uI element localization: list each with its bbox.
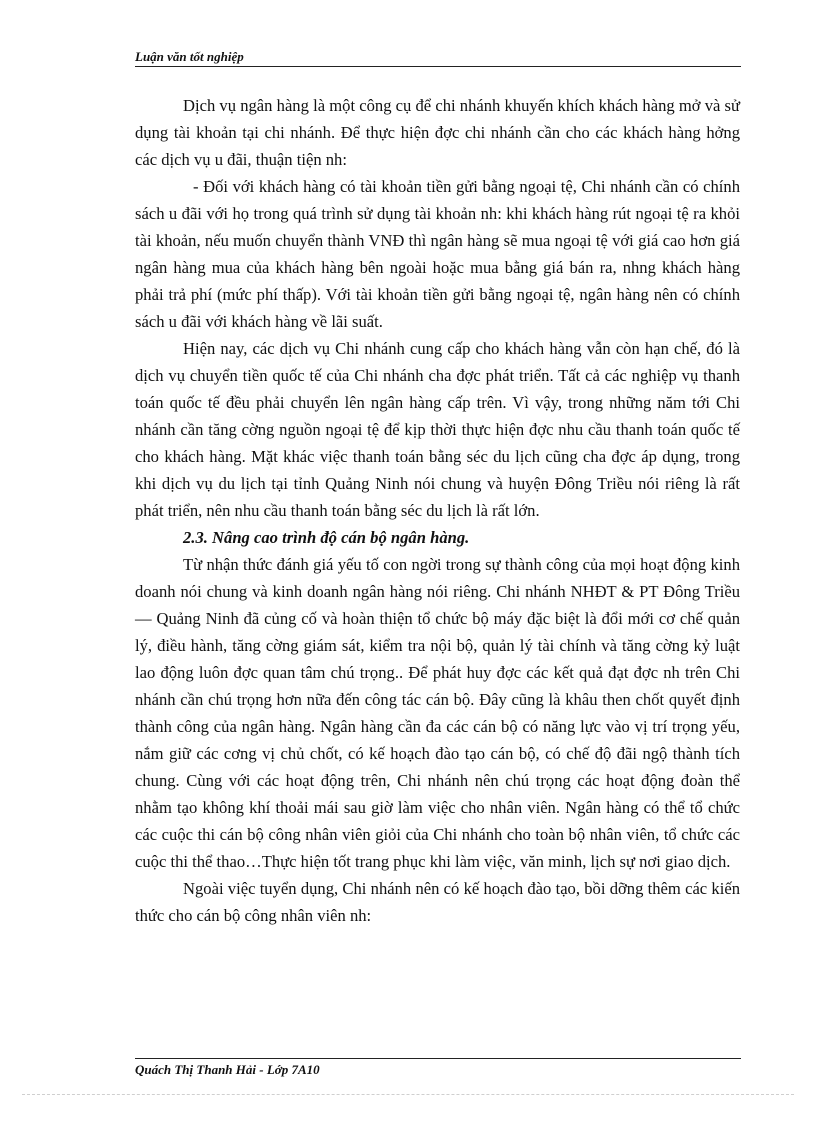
page-footer — [135, 1058, 741, 1077]
page-bottom-edge — [22, 1094, 794, 1095]
paragraph-staff: Từ nhận thức đánh giá yếu tố con ngời trong sự thành công của mọi hoạt động kinh doanh nói chung và kinh doanh ngân hàng nói riêng. Chi nhánh NHĐT & PT Đông Triều — Quảng Ninh đã củng cố và hoàn thiện tổ chức bộ máy đặc biệt là đổi mới cơ chế quản lý, điều hành, tăng cờng giám sát, kiểm tra nội bộ, quản lý tài chính và tăng cờng kỷ luật lao động luôn đợc quan tâm chú trọng.. Để phát huy đợc các kết quả đạt đợc nh trên Chi nhánh cần chú trọng hơn nữa đến công tác cán bộ. Đây cũng là khâu then chốt quyết định thành công của ngân hàng. Ngân hàng cần đa các cán bộ có năng lực vào vị trí trọng yếu, nắm giữ các cơng vị chủ chốt, có kế hoạch đào tạo cán bộ, có chế độ đãi ngộ thành tích chung. Cùng với các hoạt động trên, Chi nhánh nên chú trọng các hoạt động đoàn thể nhằm tạo không khí thoải mái sau giờ làm việc cho nhân viên. Ngân hàng có thể tổ chức các cuộc thi cán bộ công nhân viên giỏi của Chi nhánh cho toàn bộ nhân viên, tổ chức các cuộc thi thể thao…Thực hiện tốt trang phục khi làm việc, văn minh, lịch sự nơi giao dịch. — [135, 555, 740, 871]
page-header — [135, 48, 741, 67]
paragraph-foreign-currency: - Đối với khách hàng có tài khoản tiền gửi bằng ngoại tệ, Chi nhánh cần có chính sách u đãi với họ trong quá trình sử dụng tài khoản nh: khi khách hàng rút ngoại tệ ra khỏi tài khoản, nếu muốn chuyển thành VNĐ thì ngân hàng sẽ mua ngoại tệ với giá cao hơn giá ngân hàng mua của khách hàng bên ngoài hoặc mua bằng giá bán ra, nhng khách hàng phải trả phí (mức phí thấp). Với tài khoản tiền gửi bằng ngoại tệ, ngân hàng nên có chính sách u đãi với khách hàng về lãi suất. — [135, 177, 740, 331]
footer-author: Quách Thị Thanh Hải - Lớp 7A10 — [135, 1062, 320, 1077]
document-body — [135, 92, 740, 929]
paragraph-services: Hiện nay, các dịch vụ Chi nhánh cung cấp cho khách hàng vẫn còn hạn chế, đó là dịch vụ chuyển tiền quốc tế của Chi nhánh cha đợc phát triển. Tất cả các nghiệp vụ thanh toán quốc tế đều phải chuyển lên ngân hàng cấp trên. Vì vậy, trong những năm tới Chi nhánh cần tăng cờng nguồn ngoại tệ để kịp thời thực hiện đợc nhu cầu thanh toán quốc tế cho khách hàng. Mặt khác việc thanh toán bằng séc du lịch cũng cha đợc áp dụng, trong khi dịch vụ du lịch tại tỉnh Quảng Ninh nói chung và huyện Đông Triều nói riêng là rất phát triển, nên nhu cầu thanh toán bằng séc du lịch là rất lớn. — [135, 339, 740, 520]
header-title: Luận văn tốt nghiệp — [135, 49, 244, 64]
section-heading: 2.3. Nâng cao trình độ cán bộ ngân hàng. — [183, 528, 470, 547]
paragraph-intro: Dịch vụ ngân hàng là một công cụ để chi nhánh khuyến khích khách hàng mở và sử dụng tài khoản tại chi nhánh. Để thực hiện đợc chi nhánh cần cho các khách hàng hởng các dịch vụ u đãi, thuận tiện nh: — [135, 96, 740, 169]
paragraph-training: Ngoài việc tuyển dụng, Chi nhánh nên có kế hoạch đào tạo, bồi dỡng thêm các kiến thức cho cán bộ công nhân viên nh: — [135, 879, 740, 925]
